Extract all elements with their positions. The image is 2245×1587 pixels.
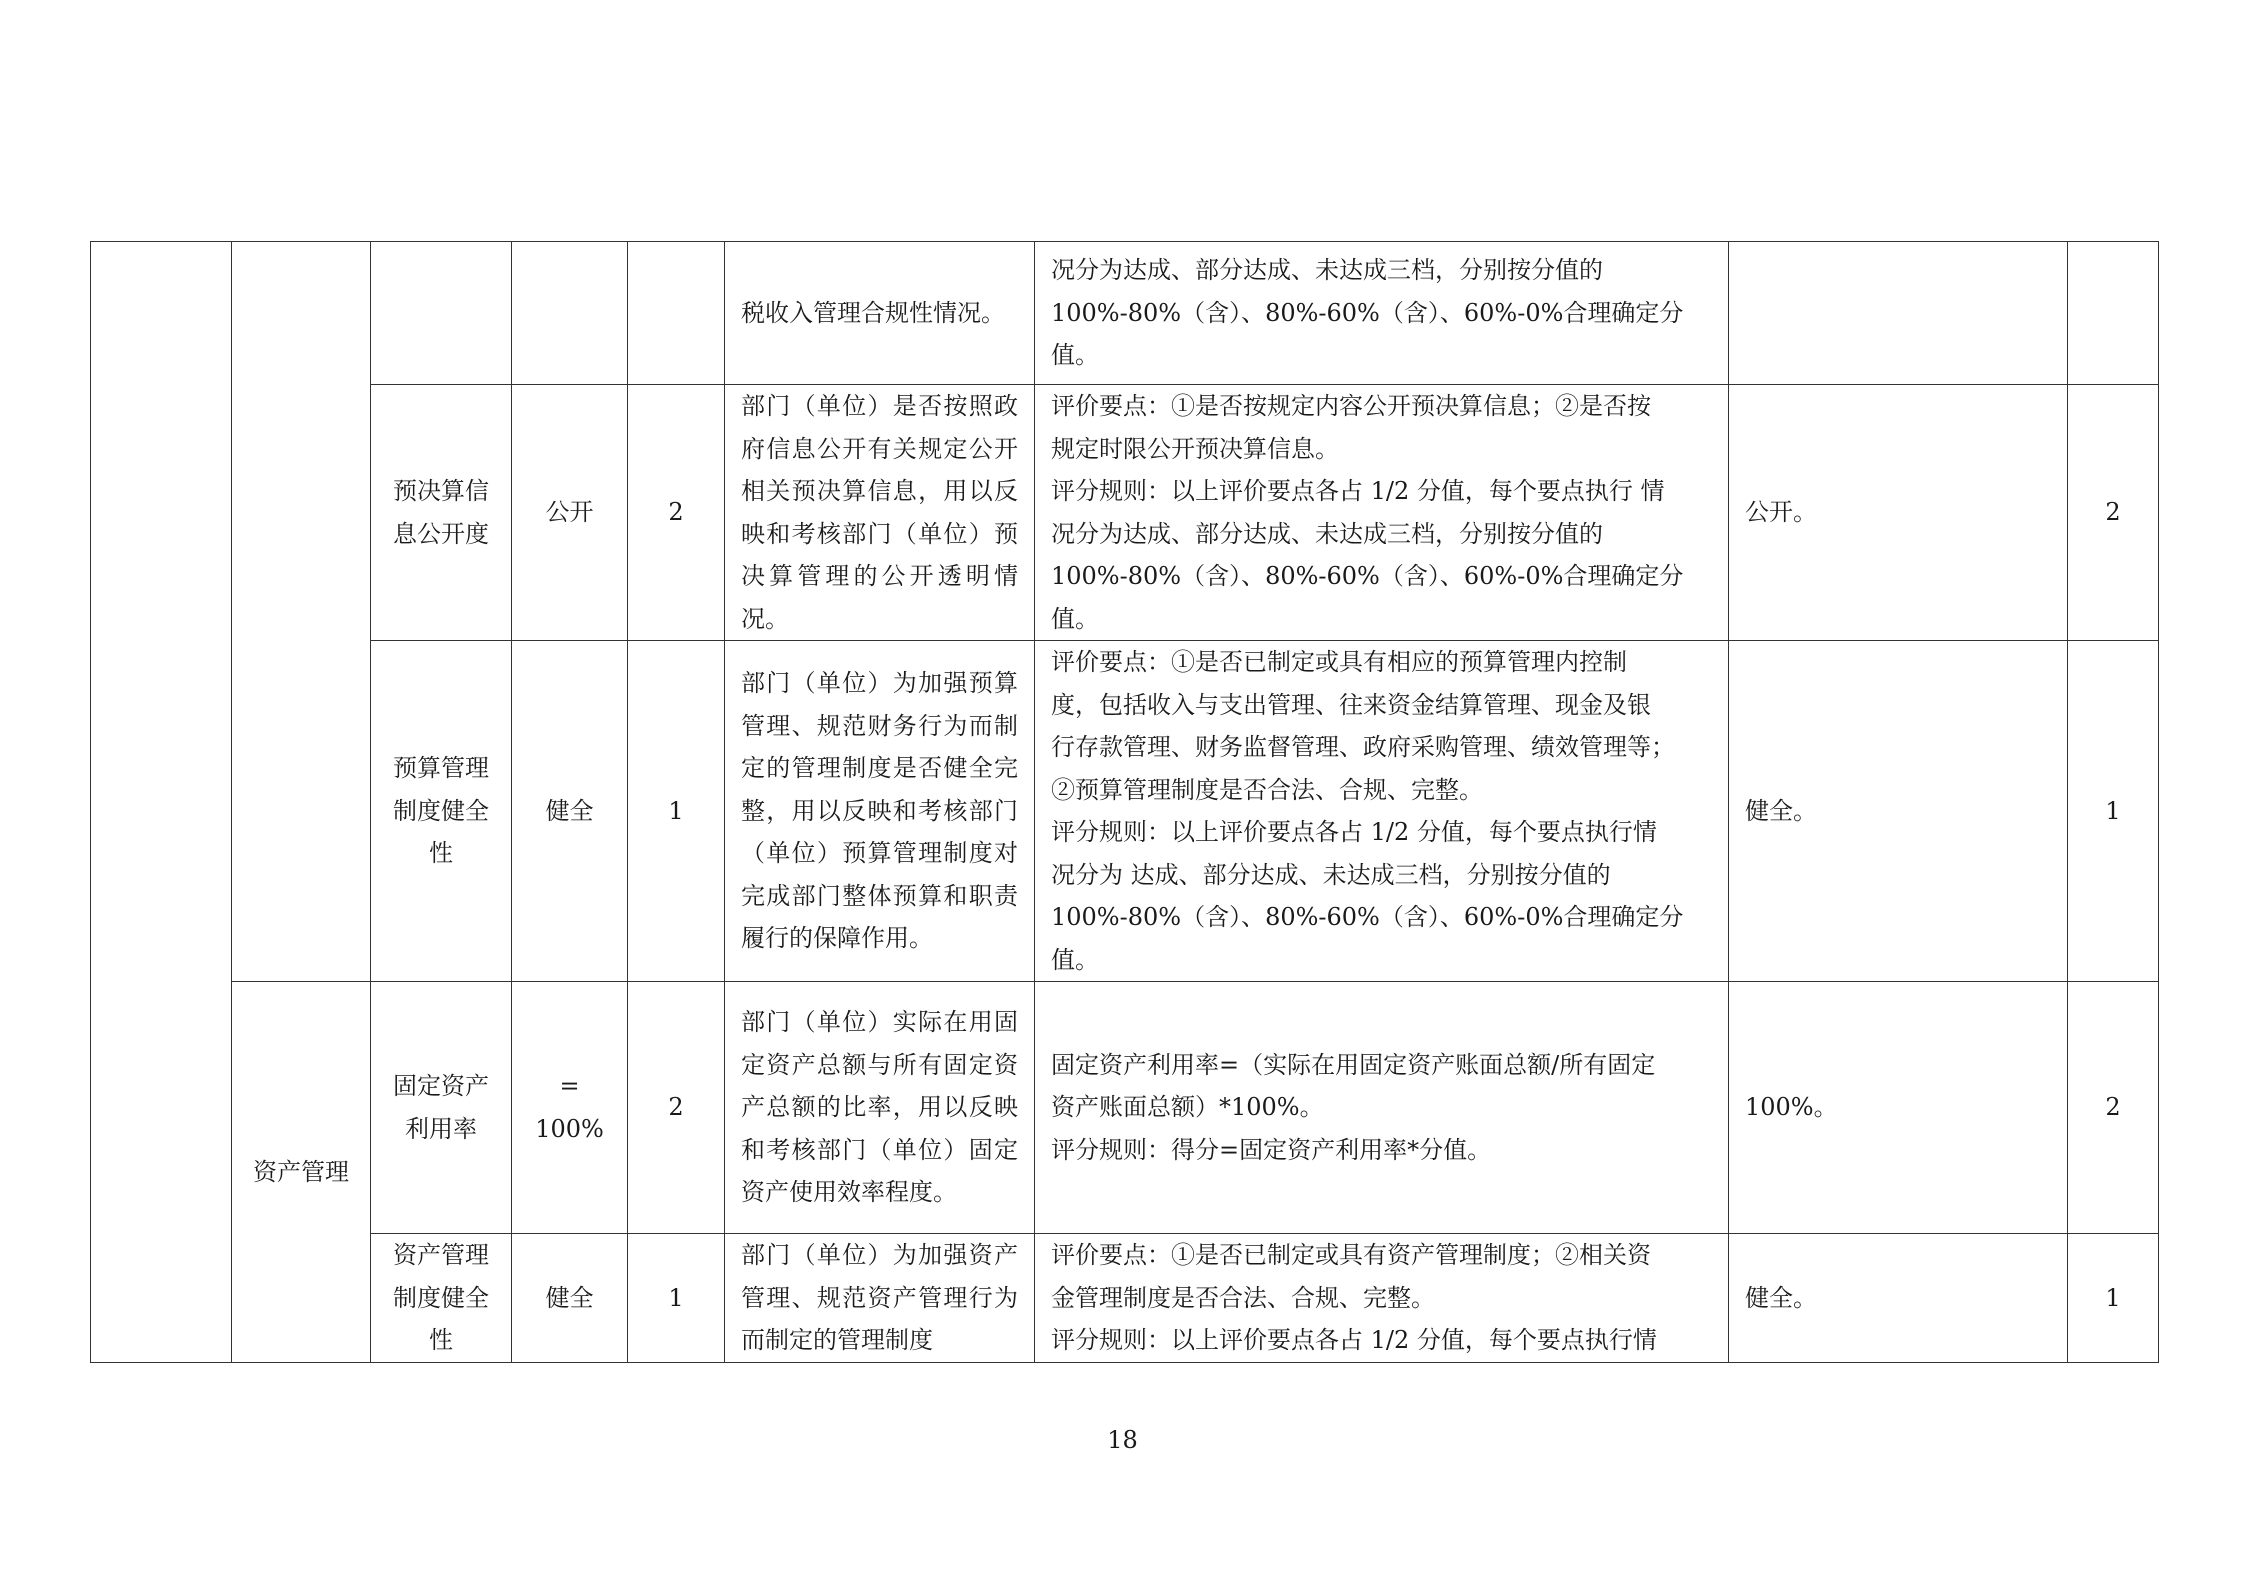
table-row <box>91 385 2159 641</box>
rule-line: 评分规则：以上评价要点各占 1/2 分值，每个要点执行情 <box>1051 1326 1657 1354</box>
points-cell <box>2068 242 2159 385</box>
explanation-cell: 部门（单位）为加强预算管理、规范财务行为而制定的管理制度是否健全完整，用以反映和考核部门（单位）预算管理制度对完成部门整体预算和职责履行的保障作用。 <box>725 641 1035 982</box>
standard-line: = <box>559 1072 580 1100</box>
table-row <box>91 1234 2159 1363</box>
rule-line: 100%-80%（含）、80%-60%（含）、60%-0%合理确定分 <box>1051 562 1684 590</box>
explanation-cell: 部门（单位）是否按照政府信息公开有关规定公开相关预决算信息，用以反映和考核部门（单位）预决算管理的公开透明情况。 <box>725 385 1035 641</box>
rule-line: 规定时限公开预决算信息。 <box>1051 434 1339 463</box>
rule-cell <box>1035 982 1729 1234</box>
rule-line: 值。 <box>1051 945 1099 974</box>
rule-line: 金管理制度是否合法、合规、完整。 <box>1051 1283 1435 1312</box>
score-cell <box>628 242 725 385</box>
standard-cell <box>512 982 628 1234</box>
rule-line: ②预算管理制度是否合法、合规、完整。 <box>1051 775 1483 804</box>
points-cell: 1 <box>2068 1234 2159 1363</box>
result-cell: 公开。 <box>1729 385 2068 641</box>
score-cell: 1 <box>628 1234 725 1363</box>
score-cell: 2 <box>628 385 725 641</box>
rule-line: 100%-80%（含）、80%-60%（含）、60%-0%合理确定分 <box>1051 298 1684 327</box>
rule-line: 评分规则：以上评价要点各占 1/2 分值，每个要点执行情 <box>1051 818 1657 846</box>
result-cell: 健全。 <box>1729 1234 2068 1363</box>
explanation-cell: 部门（单位）实际在用固定资产总额与所有固定资产总额的比率，用以反映和考核部门（单位）固定资产使用效率程度。 <box>725 982 1035 1234</box>
rule-line: 值。 <box>1051 604 1099 633</box>
rule-line: 评价要点：①是否已制定或具有资产管理制度；②相关资 <box>1051 1241 1651 1269</box>
rule-line: 资产账面总额）*100%。 <box>1051 1093 1324 1122</box>
rule-line: 评分规则：以上评价要点各占 1/2 分值，每个要点执行 情 <box>1051 477 1665 505</box>
table-row <box>91 242 2159 385</box>
standard-cell: 公开 <box>512 385 628 641</box>
rule-line: 固定资产利用率=（实际在用固定资产账面总额/所有固定 <box>1051 1050 1656 1079</box>
rule-line: 行存款管理、财务监督管理、政府采购管理、绩效管理等； <box>1051 733 1675 761</box>
points-cell: 2 <box>2068 385 2159 641</box>
page-number: 18 <box>1107 1426 1138 1454</box>
standard-cell: 健全 <box>512 1234 628 1363</box>
category-cell: 资产管理 <box>232 982 371 1363</box>
rule-cell <box>1035 1234 1729 1363</box>
standard-line: 100% <box>535 1114 604 1143</box>
rule-line: 评分规则：得分=固定资产利用率*分值。 <box>1051 1135 1492 1164</box>
rule-line: 况分为 达成、部分达成、未达成三档，分别按分值的 <box>1051 860 1611 889</box>
rule-cell <box>1035 641 1729 982</box>
score-cell: 1 <box>628 641 725 982</box>
rule-cell <box>1035 385 1729 641</box>
standard-cell <box>512 242 628 385</box>
indicator-cell: 资产管理制度健全性 <box>371 1234 512 1363</box>
rule-line: 值。 <box>1051 341 1099 370</box>
indicator-cell: 预决算信息公开度 <box>371 385 512 641</box>
rule-line: 评价要点：①是否已制定或具有相应的预算管理内控制 <box>1051 648 1627 676</box>
evaluation-table <box>90 241 2159 1363</box>
result-cell <box>1729 242 2068 385</box>
level2-cell <box>232 242 371 982</box>
result-cell: 100%。 <box>1729 982 2068 1234</box>
result-cell: 健全。 <box>1729 641 2068 982</box>
rule-line: 况分为达成、部分达成、未达成三档，分别按分值的 <box>1051 256 1603 285</box>
rule-line: 评价要点：①是否按规定内容公开预决算信息；②是否按 <box>1051 392 1651 420</box>
explanation-cell: 部门（单位）为加强资产管理、规范资产管理行为而制定的管理制度 <box>725 1234 1035 1363</box>
indicator-cell: 固定资产利用率 <box>371 982 512 1234</box>
points-cell: 2 <box>2068 982 2159 1234</box>
rule-line: 100%-80%（含）、80%-60%（含）、60%-0%合理确定分 <box>1051 903 1684 931</box>
standard-cell: 健全 <box>512 641 628 982</box>
indicator-cell: 预算管理制度健全性 <box>371 641 512 982</box>
rule-cell <box>1035 242 1729 385</box>
table-row <box>91 982 2159 1234</box>
level1-cell <box>91 242 232 1363</box>
rule-line: 况分为达成、部分达成、未达成三档，分别按分值的 <box>1051 519 1603 548</box>
table-row <box>91 641 2159 982</box>
points-cell: 1 <box>2068 641 2159 982</box>
score-cell: 2 <box>628 982 725 1234</box>
indicator-cell <box>371 242 512 385</box>
explanation-cell: 税收入管理合规性情况。 <box>725 242 1035 385</box>
rule-line: 度，包括收入与支出管理、往来资金结算管理、现金及银 <box>1051 690 1651 719</box>
